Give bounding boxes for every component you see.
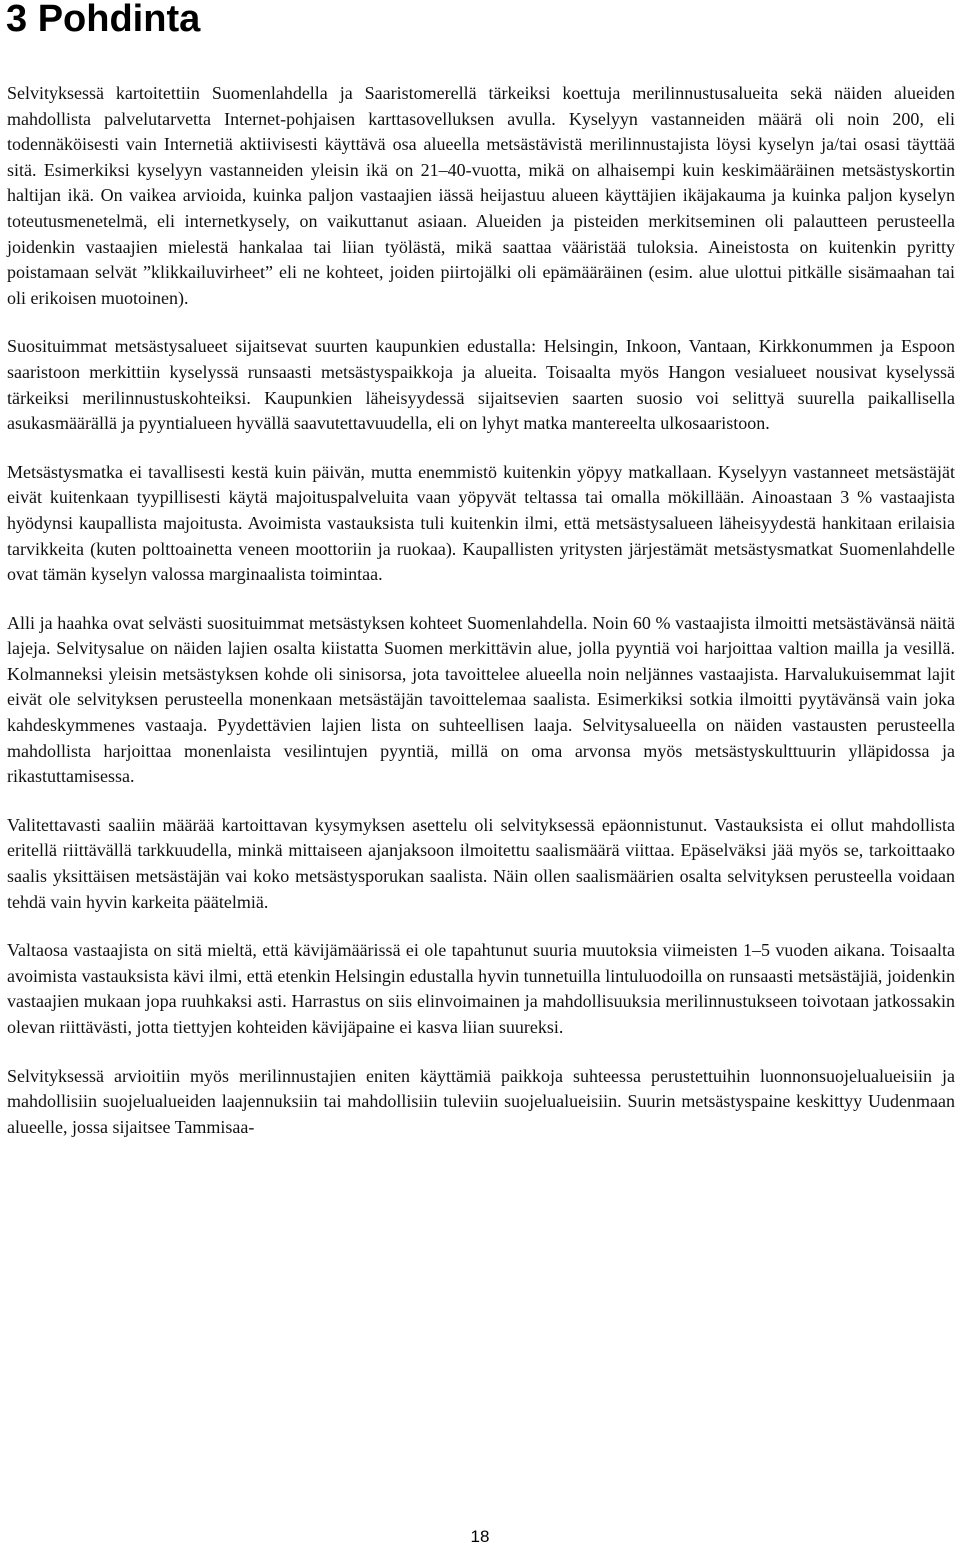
paragraph: Selvityksessä kartoitettiin Suomenlahdella ja Saaristomerellä tärkeiksi koettuja merilinnustusalueita sekä näiden alueiden mahdollista palvelutarvetta Internet-pohjaisen karttasovelluksen avulla. Kyselyyn vastanneiden määrä oli noin 200, eli todennäköisesti vain Internetiä aktiivisesti käyttävä osa alueella metsästävistä merilinnustajista löysi kyselyn ja/tai osasi täyttää sitä. Esimerkiksi kyselyyn vastanneiden yleisin ikä on 21–40-vuotta, mikä on alhaisempi kuin keskimääräinen metsästyskortin haltijan ikä. On vaikea arvioida, kuinka paljon vastaajien iässä heijastuu alueen käyttäjien ikäjakauma ja kuinka paljon kyselyn toteutusmenetelmä, eli internetkysely, on vaikuttanut asiaan. Alueiden ja pisteiden merkitseminen oli palautteen perusteella joidenkin vastaajien mielestä hankalaa tai liian työlästä, mikä saattaa vääristää tuloksia. Aineistosta on kuitenkin pyritty poistamaan selvät ”klikkailuvirheet” eli ne kohteet, joiden piirtojälki oli epämääräinen (esim. alue ulottui pitkälle sisämaahan tai oli erikoisen muotoinen).	[7, 83, 955, 308]
paragraph: Alli ja haahka ovat selvästi suosituimmat metsästyksen kohteet Suomenlahdella. Noin 60 % vastaajista ilmoitti metsästävänsä näitä lajeja. Selvitysalue on näiden lajien osalta kiistatta Suomen merkittävin alue, jolla pyyntiä voi harjoittaa valtion mailla ja vesillä. Kolmanneksi yleisin metsästyksen kohde oli sinisorsa, jota tavoittelee alueella noin neljännes vastaajista. Harvalukuisemmat lajit eivät ole selvityksen perusteella monenkaan metsästäjän tavoittelemaa saalista. Esimerkiksi sotkia ilmoitti pyytävänsä vain joka kahdeskymmenes vastaaja. Pyydettävien lajien lista on suhteellisen laaja. Selvitysalueella on näiden vastausten perusteella mahdollista harjoittaa monenlaista vesilintujen pyyntiä, millä on oma arvonsa myös metsästyskulttuurin ylläpidossa ja rikastuttamisessa.	[7, 612, 955, 787]
paragraph: Metsästysmatka ei tavallisesti kestä kuin päivän, mutta enemmistö kuitenkin yöpyy matkallaan. Kyselyyn vastanneet metsästäjät eivät kuitenkaan tyypillisesti käytä majoituspalveluita vaan yöpyvät teltassa tai omalla mökillään. Ainoastaan 3 % vastaajista hyödynsi kaupallista majoitusta. Avoimista vastauksista tuli kuitenkin ilmi, että metsästysalueen läheisyydestä hankitaan erilaisia tarvikkeita (kuten polttoainetta veneen moottoriin ja ruokaa). Kaupallisten yritysten järjestämät metsästysmatkat Suomenlahdelle ovat tämän kyselyn valossa marginaalista toimintaa.	[7, 461, 955, 585]
paragraph: Valtaosa vastaajista on sitä mieltä, että kävijämäärissä ei ole tapahtunut suuria muutoksia viimeisten 1–5 vuoden aikana. Toisaalta avoimista vastauksista kävi ilmi, että etenkin Helsingin edustalla hyvin tunnetuilla lintuluodoilla on runsaasti metsästäjiä, joidenkin vastaajien mukaan jopa ruuhkaksi asti. Harrastus on siis elinvoimainen ja mahdollisuuksia merilinnustukseen toivotaan jatkossakin olevan riittävästi, jotta tiettyjen kohteiden kävijäpaine ei kasva liian suureksi.	[7, 940, 955, 1037]
paragraph: Suosituimmat metsästysalueet sijaitsevat suurten kaupunkien edustalla: Helsingin, Inkoon, Vantaan, Kirkkonummen ja Espoon saaristoon merkittiin kyselyssä runsaasti metsästyspaikkoja ja alueita. Toisaalta myös Hangon vesialueet nousivat kyselyssä tärkeiksi merilinnustuskohteiksi. Kaupunkien läheisyydessä sijaitsevien saarten suosio voi selittyä suurella paikallisella asukasmäärällä ja pyyntialueen hyvällä saavutettavuudella, eli on lyhyt matka mantereelta ulkosaaristoon.	[7, 336, 955, 434]
paragraph: Valitettavasti saaliin määrää kartoittavan kysymyksen asettelu oli selvityksessä epäonnistunut. Vastauksista ei ollut mahdollista eritellä riittävällä tarkkuudella, minkä mittaiseen ajanjaksoon ilmoitettu saalismäärä viittaa. Epäselväksi jää myös se, tarkoittaako saalis yksittäisen metsästäjän vai koko metsästysporukan saalista. Näin ollen saalismäärien osalta selvityksen perusteella voidaan tehdä vain hyvin karkeita päätelmiä.	[7, 814, 955, 912]
section-heading: 3 Pohdinta	[6, 0, 201, 40]
body-text	[7, 81, 955, 1163]
page-number: 18	[470, 1527, 490, 1546]
paragraph: Selvityksessä arvioitiin myös merilinnustajien eniten käyttämiä paikkoja suhteessa perustettuihin luonnonsuojelualueisiin ja mahdollisiin suojelualueiden laajennuksiin tai mahdollisiin tuleviin suojelualueisiin. Suurin metsästyspaine keskittyy Uudenmaan alueelle, jossa sijaitsee Tammisaa-	[7, 1065, 955, 1137]
